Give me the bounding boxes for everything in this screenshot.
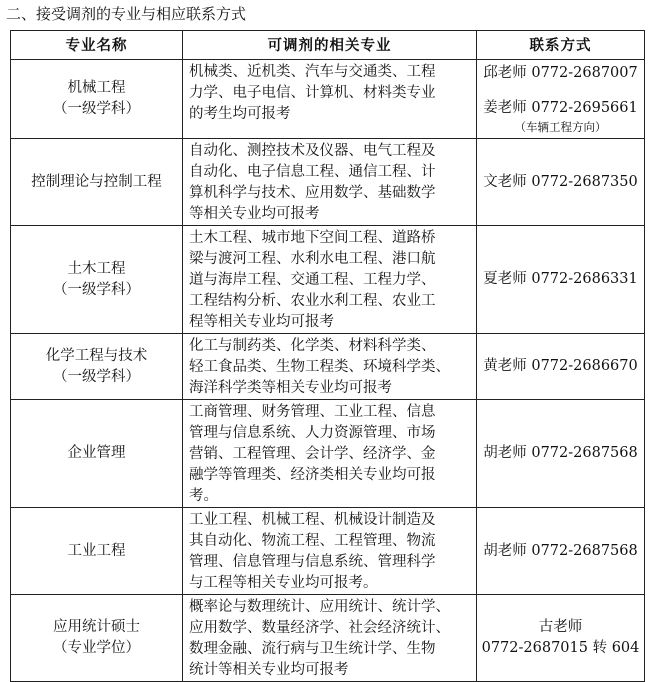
related-majors-cell <box>183 60 477 139</box>
table-header-row <box>11 31 645 60</box>
contact-line: 夏老师 0772-2686331 <box>483 271 638 287</box>
header-contact: 联系方式 <box>477 31 645 60</box>
related-majors-cell <box>183 139 477 226</box>
major-name: 机械工程 <box>67 80 126 96</box>
related-majors-cell <box>183 595 477 682</box>
table-row <box>11 508 645 595</box>
major-cell <box>11 400 183 508</box>
major-name: 应用统计硕士 <box>53 619 140 635</box>
related-line: 海洋科学类等相关专业均可报考 <box>189 380 392 396</box>
related-majors-cell <box>183 334 477 400</box>
header-major-name: 专业名称 <box>11 31 183 60</box>
related-majors-cell <box>183 400 477 508</box>
related-line: 等相关专业均可报考 <box>189 206 320 222</box>
major-cell <box>11 60 183 139</box>
contact-line: 文老师 0772-2687350 <box>483 173 638 190</box>
related-line: 应用数学、数量经济学、社会经济统计、 <box>189 620 450 636</box>
contact-cell <box>477 226 645 334</box>
major-type: （一级学科） <box>53 368 140 385</box>
related-line: 概率论与数理统计、应用统计、统计学、 <box>189 599 450 615</box>
contact-line: 古老师 <box>538 619 583 635</box>
major-type: （专业学位） <box>53 640 140 656</box>
contact-cell <box>477 400 645 508</box>
related-line: 工业工程、机械工程、机械设计制造及 <box>189 512 436 528</box>
related-line: 其自动化、物流工程、工程管理、物流 <box>189 533 436 549</box>
related-line: 自动化、测控技术及仪器、电气工程及 <box>189 143 436 159</box>
related-line: 融学等管理类、经济类相关专业均可报 <box>189 467 436 483</box>
related-line: 的考生均可报考 <box>189 106 291 122</box>
major-type: （一级学科） <box>53 101 140 117</box>
related-line: 工程结构分析、农业水利工程、农业工 <box>189 293 436 309</box>
table-row <box>11 139 645 226</box>
related-line: 工商管理、财务管理、工业工程、信息 <box>189 404 436 420</box>
major-name: 工业工程 <box>67 542 126 559</box>
major-name: 企业管理 <box>67 445 126 461</box>
contact-cell <box>477 508 645 595</box>
contact-line: 黄老师 0772-2686670 <box>483 358 638 374</box>
contact-line: 0772-2687015 转 604 <box>481 640 640 656</box>
major-name: 土木工程 <box>67 260 126 277</box>
related-line: 土木工程、城市地下空间工程、道路桥 <box>189 230 436 246</box>
related-line: 营销、工程管理、会计学、经济学、金 <box>189 446 436 462</box>
major-cell <box>11 595 183 682</box>
related-majors-cell <box>183 508 477 595</box>
major-cell <box>11 334 183 400</box>
related-line: 管理、信息管理与信息系统、管理科学 <box>189 554 436 570</box>
majors-contact-table <box>10 30 645 682</box>
related-line: 考。 <box>189 488 218 504</box>
contact-note: （车辆工程方向） <box>514 120 607 134</box>
related-majors-cell <box>183 226 477 334</box>
major-name: 化学工程与技术 <box>45 347 148 364</box>
contact-cell <box>477 595 645 682</box>
major-cell <box>11 226 183 334</box>
major-name: 控制理论与控制工程 <box>31 173 162 190</box>
table-row <box>11 226 645 334</box>
related-line: 与工程等相关专业均可报考。 <box>189 575 378 591</box>
related-line: 道与海岸工程、交通工程、工程力学、 <box>189 272 436 288</box>
related-line: 算机科学与技术、应用数学、基础数学 <box>189 185 436 201</box>
major-cell <box>11 508 183 595</box>
related-line: 梁与渡河工程、水利水电工程、港口航 <box>189 251 436 267</box>
related-line: 化工与制药类、化学类、材料科学类、 <box>189 338 436 354</box>
related-line: 数理金融、流行病与卫生统计学、生物 <box>189 641 436 657</box>
contact-cell <box>477 60 645 139</box>
major-cell <box>11 139 183 226</box>
contact-cell <box>477 334 645 400</box>
section-heading: 二、接受调剂的专业与相应联系方式 <box>6 5 247 23</box>
related-line: 轻工食品类、生物工程类、环境科学类、 <box>189 359 450 375</box>
contact-cell <box>477 139 645 226</box>
header-related-majors: 可调剂的相关专业 <box>183 31 477 60</box>
contact-line: 胡老师 0772-2687568 <box>483 542 638 559</box>
table-row <box>11 60 645 139</box>
table-row <box>11 400 645 508</box>
major-type: （一级学科） <box>53 281 140 298</box>
related-line: 管理与信息系统、人力资源管理、市场 <box>189 425 436 441</box>
related-line: 统计等相关专业均可报考 <box>189 662 349 678</box>
related-line: 力学、电子电信、计算机、材料类专业 <box>189 85 436 101</box>
contact-line: 胡老师 0772-2687568 <box>483 445 638 461</box>
contact-line: 邱老师 0772-2687007 <box>483 65 638 81</box>
related-line: 程等相关专业均可报考 <box>189 314 334 330</box>
related-line: 自动化、电子信息工程、通信工程、计 <box>189 164 436 180</box>
related-line: 机械类、近机类、汽车与交通类、工程 <box>189 64 436 80</box>
contact-line: 姜老师 0772-2695661 <box>483 100 638 116</box>
table-row <box>11 595 645 682</box>
table-row <box>11 334 645 400</box>
